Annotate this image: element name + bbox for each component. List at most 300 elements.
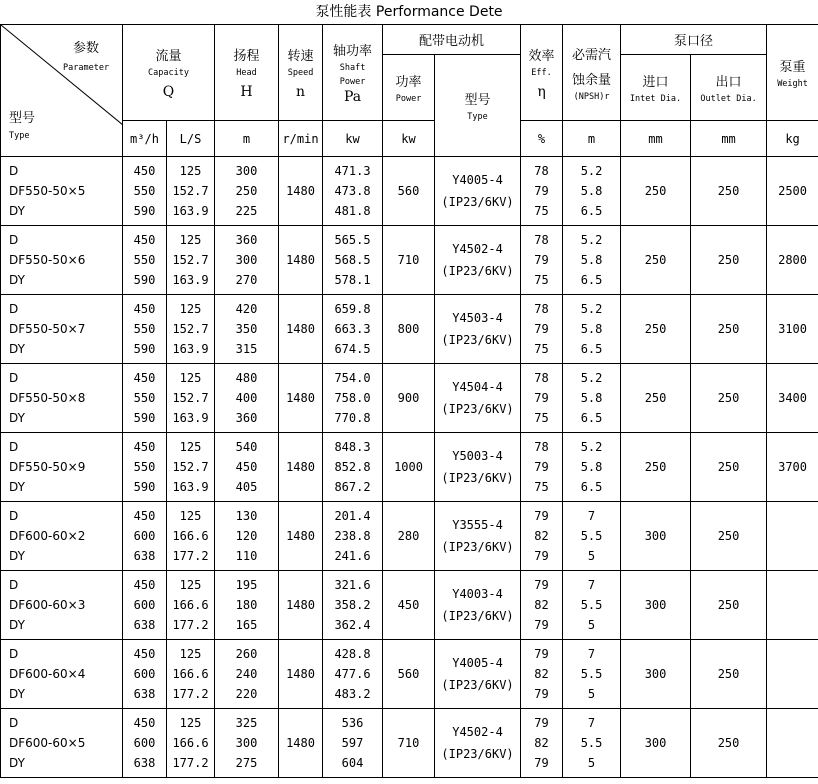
motor-model (435, 295, 521, 364)
npsh-value: 6.5 (580, 342, 603, 356)
head-value: 405 (235, 480, 258, 494)
head-value: 300 (235, 736, 258, 750)
npsh (563, 364, 621, 433)
capacity-m3h (123, 571, 167, 640)
performance-table (0, 24, 818, 778)
motor-power: 450 (383, 571, 435, 640)
shaft-power-value: 659.8 (334, 302, 371, 316)
inlet-diameter: 300 (621, 571, 691, 640)
npsh-value: 5.8 (580, 184, 603, 198)
head (215, 226, 279, 295)
capacity-ls-value: 125 (179, 578, 202, 592)
weight: 2500 (767, 157, 818, 226)
motor-power: 1000 (383, 433, 435, 502)
table-row (1, 433, 818, 502)
npsh (563, 226, 621, 295)
pump-model-value: DY (9, 342, 25, 356)
capacity-m3h-stack (123, 642, 166, 706)
shaft-power-value: 473.8 (334, 184, 371, 198)
shaft-power-value: 867.2 (334, 480, 371, 494)
capacity-ls-stack (167, 504, 214, 568)
shaft-power (323, 364, 383, 433)
header-inlet (621, 55, 691, 121)
npsh-stack (563, 159, 620, 223)
table-title: 泵性能表 Performance Dete (315, 4, 503, 20)
head-value: 270 (235, 273, 258, 287)
pump-model (1, 295, 123, 364)
efficiency-value: 79 (534, 687, 549, 701)
npsh-stack (563, 228, 620, 292)
motor-model (435, 571, 521, 640)
motor-spec-value: (IP23/6KV) (441, 333, 514, 347)
npsh-value: 5 (587, 756, 596, 770)
capacity-m3h (123, 226, 167, 295)
outlet-diameter: 250 (691, 571, 767, 640)
capacity-ls-value: 152.7 (172, 253, 209, 267)
shaft-power-value: 428.8 (334, 647, 371, 661)
unit-inlet: mm (621, 121, 691, 157)
shaft-power-value: 565.5 (334, 233, 371, 247)
efficiency-value: 78 (534, 233, 549, 247)
pump-model-value: D (9, 302, 19, 316)
pump-model-value: DF550-50×9 (9, 460, 86, 474)
pump-model-stack (9, 366, 122, 430)
motor-model (435, 157, 521, 226)
motor-power: 280 (383, 502, 435, 571)
capacity-m3h-value: 450 (133, 440, 156, 454)
efficiency-value: 78 (534, 440, 549, 454)
pump-model-value: DY (9, 480, 25, 494)
capacity-ls-value: 152.7 (172, 184, 209, 198)
capacity-m3h (123, 295, 167, 364)
pump-model-value: D (9, 440, 19, 454)
inlet-diameter: 300 (621, 709, 691, 778)
pump-model-value: DF600-60×2 (9, 529, 86, 543)
capacity-ls-value: 152.7 (172, 460, 209, 474)
unit-shaft: kw (323, 121, 383, 157)
efficiency-value: 82 (534, 736, 549, 750)
table-row (1, 226, 818, 295)
capacity-ls (167, 502, 215, 571)
eff-cn: 效率 (528, 49, 555, 64)
pump-model-stack (9, 297, 122, 361)
efficiency-value: 79 (534, 253, 549, 267)
npsh-value: 5.5 (580, 529, 603, 543)
capacity-m3h (123, 640, 167, 709)
capacity-ls (167, 571, 215, 640)
capacity-ls (167, 364, 215, 433)
eff-en: Eff. (531, 68, 552, 78)
motor-cn: 配带电动机 (419, 34, 485, 49)
head-value: 300 (235, 253, 258, 267)
inlet-diameter: 250 (621, 226, 691, 295)
motor-model (435, 226, 521, 295)
capacity-m3h-value: 590 (133, 480, 156, 494)
capacity-ls-stack (167, 159, 214, 223)
unit-head: m (215, 121, 279, 157)
motor-spec-value: (IP23/6KV) (441, 678, 514, 692)
shaft-power-value: 663.3 (334, 322, 371, 336)
capacity-m3h-value: 550 (133, 184, 156, 198)
capacity-ls-value: 125 (179, 716, 202, 730)
capacity-m3h-value: 550 (133, 391, 156, 405)
table-row (1, 364, 818, 433)
header-npsh (563, 25, 621, 121)
shaft-power-stack (323, 435, 382, 499)
speed: 1480 (279, 571, 323, 640)
head-value: 450 (235, 460, 258, 474)
motor-power-cn: 功率 (395, 75, 422, 90)
capacity-m3h-stack (123, 711, 166, 775)
npsh-value: 5.5 (580, 736, 603, 750)
efficiency-value: 78 (534, 164, 549, 178)
motor-model-en: Type (467, 112, 488, 122)
efficiency-value: 75 (534, 480, 549, 494)
shaft-power-value: 754.0 (334, 371, 371, 385)
capacity-m3h-value: 450 (133, 647, 156, 661)
capacity-ls (167, 157, 215, 226)
head-value: 315 (235, 342, 258, 356)
outlet-diameter: 250 (691, 364, 767, 433)
type-label-cn: 型号 (9, 111, 36, 126)
head-value: 120 (235, 529, 258, 543)
speed-en: Speed (287, 68, 314, 78)
npsh-cn2: 蚀余量 (572, 72, 612, 88)
pump-model-stack (9, 711, 122, 775)
table-row (1, 640, 818, 709)
shaft-power (323, 571, 383, 640)
efficiency-value: 79 (534, 184, 549, 198)
header-capacity (123, 25, 215, 121)
motor-power-en: Power (395, 94, 422, 104)
speed-cn: 转速 (287, 49, 314, 64)
head-value: 480 (235, 371, 258, 385)
motor-spec-value: (IP23/6KV) (441, 471, 514, 485)
capacity-m3h-value: 450 (133, 302, 156, 316)
pump-model-value: D (9, 716, 19, 730)
npsh-stack (563, 642, 620, 706)
weight: 3400 (767, 364, 818, 433)
head-cn: 扬程 (233, 49, 260, 64)
efficiency-value: 79 (534, 322, 549, 336)
npsh-cn1: 必需汽 (572, 47, 612, 63)
npsh (563, 640, 621, 709)
inlet-diameter: 300 (621, 640, 691, 709)
table-body (1, 25, 818, 778)
npsh (563, 709, 621, 778)
efficiency-value: 78 (534, 371, 549, 385)
pump-model-value: D (9, 509, 19, 523)
capacity-ls-value: 166.6 (172, 736, 209, 750)
head-value: 275 (235, 756, 258, 770)
param-label-cn: 参数 (73, 41, 100, 56)
capacity-m3h-stack (123, 159, 166, 223)
outlet-diameter: 250 (691, 709, 767, 778)
shaft-power (323, 502, 383, 571)
npsh-value: 5.2 (580, 440, 603, 454)
head (215, 709, 279, 778)
motor-power: 800 (383, 295, 435, 364)
pump-model-value: DY (9, 411, 25, 425)
capacity-ls-value: 125 (179, 233, 202, 247)
efficiency (521, 709, 563, 778)
npsh (563, 295, 621, 364)
header-shaft-power (323, 25, 383, 121)
capacity-ls-value: 166.6 (172, 529, 209, 543)
npsh-stack (563, 504, 620, 568)
capacity-ls-stack (167, 642, 214, 706)
capacity-ls-value: 152.7 (172, 322, 209, 336)
capacity-ls-stack (167, 297, 214, 361)
pump-model-value: DF600-60×5 (9, 736, 86, 750)
efficiency-stack (521, 435, 562, 499)
capacity-m3h-stack (123, 366, 166, 430)
header-diameter (621, 25, 767, 55)
capacity-m3h (123, 433, 167, 502)
efficiency-value: 79 (534, 509, 549, 523)
npsh-value: 7 (587, 578, 596, 592)
pump-model (1, 364, 123, 433)
efficiency (521, 571, 563, 640)
pump-model (1, 640, 123, 709)
motor-spec-value: (IP23/6KV) (441, 609, 514, 623)
npsh-value: 6.5 (580, 204, 603, 218)
pump-model (1, 709, 123, 778)
inlet-cn: 进口 (642, 75, 669, 90)
motor-model (435, 709, 521, 778)
efficiency-value: 79 (534, 647, 549, 661)
head (215, 433, 279, 502)
motor-spec-value: (IP23/6KV) (441, 195, 514, 209)
capacity-m3h-value: 450 (133, 164, 156, 178)
head-value: 300 (235, 164, 258, 178)
shaft-power-value: 201.4 (334, 509, 371, 523)
capacity-ls-value: 166.6 (172, 667, 209, 681)
efficiency-value: 79 (534, 756, 549, 770)
outlet-en: Outlet Dia. (700, 94, 757, 104)
capacity-m3h-value: 450 (133, 509, 156, 523)
capacity-m3h-stack (123, 573, 166, 637)
efficiency-value: 79 (534, 716, 549, 730)
capacity-cn: 流量 (155, 49, 182, 64)
speed-symbol: n (296, 84, 306, 100)
capacity-ls-value: 125 (179, 371, 202, 385)
npsh-stack (563, 366, 620, 430)
capacity-m3h-value: 550 (133, 322, 156, 336)
shaft-power-stack (323, 228, 382, 292)
pump-model (1, 433, 123, 502)
capacity-m3h-value: 550 (133, 253, 156, 267)
outlet-diameter: 250 (691, 295, 767, 364)
motor-model-value: Y4502-4 (452, 725, 503, 739)
weight (767, 640, 818, 709)
motor-model-value: Y4005-4 (452, 173, 503, 187)
outlet-cn: 出口 (715, 75, 742, 90)
table-row (1, 571, 818, 640)
capacity-ls-stack (167, 228, 214, 292)
shaft-power-value: 848.3 (334, 440, 371, 454)
efficiency-stack (521, 159, 562, 223)
weight (767, 571, 818, 640)
motor-spec-value: (IP23/6KV) (441, 747, 514, 761)
efficiency (521, 364, 563, 433)
shaft-power-value: 852.8 (334, 460, 371, 474)
efficiency-value: 75 (534, 273, 549, 287)
motor-model-value: Y4504-4 (452, 380, 503, 394)
header-param-type-cell (1, 25, 123, 157)
shaft-power-value: 770.8 (334, 411, 371, 425)
unit-outlet: mm (691, 121, 767, 157)
capacity-m3h-value: 450 (133, 371, 156, 385)
capacity-ls (167, 295, 215, 364)
capacity-m3h (123, 364, 167, 433)
motor-spec-value: (IP23/6KV) (441, 264, 514, 278)
shaft-power (323, 433, 383, 502)
pump-model-value: DF550-50×5 (9, 184, 86, 198)
unit-speed: r/min (279, 121, 323, 157)
weight (767, 709, 818, 778)
outlet-diameter: 250 (691, 226, 767, 295)
outlet-diameter: 250 (691, 640, 767, 709)
motor-model-value: Y4005-4 (452, 656, 503, 670)
pump-model-value: DF550-50×7 (9, 322, 86, 336)
capacity-m3h-stack (123, 228, 166, 292)
header-motor-model (435, 55, 521, 157)
efficiency-value: 78 (534, 302, 549, 316)
inlet-diameter: 250 (621, 295, 691, 364)
capacity-m3h-value: 638 (133, 618, 156, 632)
capacity-ls-stack (167, 573, 214, 637)
head (215, 157, 279, 226)
efficiency (521, 433, 563, 502)
head-stack (215, 366, 278, 430)
npsh-stack (563, 711, 620, 775)
head-value: 220 (235, 687, 258, 701)
motor-power: 560 (383, 640, 435, 709)
efficiency-stack (521, 297, 562, 361)
speed: 1480 (279, 226, 323, 295)
unit-npsh: m (563, 121, 621, 157)
capacity-ls-value: 177.2 (172, 756, 209, 770)
efficiency (521, 295, 563, 364)
head-value: 360 (235, 411, 258, 425)
npsh-value: 6.5 (580, 480, 603, 494)
capacity-ls-value: 177.2 (172, 618, 209, 632)
shaft-en1: Shaft (339, 63, 366, 73)
pump-model (1, 226, 123, 295)
shaft-power-value: 568.5 (334, 253, 371, 267)
pump-model-value: D (9, 371, 19, 385)
capacity-ls (167, 433, 215, 502)
inlet-diameter: 250 (621, 433, 691, 502)
shaft-power-value: 321.6 (334, 578, 371, 592)
motor-model-value: Y4502-4 (452, 242, 503, 256)
capacity-m3h-value: 450 (133, 578, 156, 592)
speed: 1480 (279, 157, 323, 226)
head (215, 640, 279, 709)
pump-model-value: DY (9, 204, 25, 218)
capacity-ls-value: 125 (179, 647, 202, 661)
capacity-ls-value: 177.2 (172, 687, 209, 701)
pump-model-value: D (9, 578, 19, 592)
shaft-power-value: 536 (341, 716, 364, 730)
npsh (563, 157, 621, 226)
shaft-power-value: 481.8 (334, 204, 371, 218)
head-stack (215, 711, 278, 775)
capacity-en: Capacity (148, 68, 189, 78)
npsh-value: 5 (587, 618, 596, 632)
head-value: 325 (235, 716, 258, 730)
weight: 3700 (767, 433, 818, 502)
table-row (1, 157, 818, 226)
head-value: 180 (235, 598, 258, 612)
capacity-ls-value: 152.7 (172, 391, 209, 405)
capacity-m3h-value: 590 (133, 204, 156, 218)
shaft-power-stack (323, 573, 382, 637)
npsh-value: 5.5 (580, 598, 603, 612)
pump-model-stack (9, 573, 122, 637)
shaft-power-stack (323, 159, 382, 223)
efficiency-value: 82 (534, 667, 549, 681)
table-row (1, 295, 818, 364)
table-row (1, 709, 818, 778)
pump-model-stack (9, 642, 122, 706)
weight: 3100 (767, 295, 818, 364)
capacity-ls-value: 177.2 (172, 549, 209, 563)
pump-model-value: DY (9, 618, 25, 632)
npsh-value: 6.5 (580, 411, 603, 425)
param-label-en: Parameter (63, 63, 110, 73)
pump-model-stack (9, 435, 122, 499)
capacity-m3h-value: 590 (133, 411, 156, 425)
capacity-m3h-value: 450 (133, 716, 156, 730)
efficiency-value: 79 (534, 460, 549, 474)
npsh-stack (563, 573, 620, 637)
motor-model (435, 433, 521, 502)
head-value: 350 (235, 322, 258, 336)
npsh-value: 6.5 (580, 273, 603, 287)
shaft-power-value: 477.6 (334, 667, 371, 681)
shaft-power-value: 597 (341, 736, 364, 750)
capacity-ls-value: 125 (179, 164, 202, 178)
capacity-ls (167, 709, 215, 778)
efficiency-stack (521, 573, 562, 637)
capacity-ls-stack (167, 435, 214, 499)
speed: 1480 (279, 502, 323, 571)
head-value: 165 (235, 618, 258, 632)
capacity-m3h-value: 600 (133, 529, 156, 543)
npsh-value: 5.5 (580, 667, 603, 681)
pump-model-value: D (9, 164, 19, 178)
pump-model-value: DF550-50×6 (9, 253, 86, 267)
unit-m3h: m³/h (123, 121, 167, 157)
speed: 1480 (279, 640, 323, 709)
efficiency (521, 226, 563, 295)
header-motor-power (383, 55, 435, 121)
efficiency-stack (521, 642, 562, 706)
capacity-symbol: Q (162, 84, 175, 100)
capacity-ls-value: 163.9 (172, 342, 209, 356)
shaft-power (323, 295, 383, 364)
head-stack (215, 228, 278, 292)
capacity-m3h-value: 638 (133, 549, 156, 563)
shaft-power-value: 674.5 (334, 342, 371, 356)
inlet-diameter: 300 (621, 502, 691, 571)
capacity-m3h-stack (123, 504, 166, 568)
npsh-value: 5.2 (580, 233, 603, 247)
shaft-power (323, 640, 383, 709)
diameter-cn: 泵口径 (674, 34, 714, 49)
